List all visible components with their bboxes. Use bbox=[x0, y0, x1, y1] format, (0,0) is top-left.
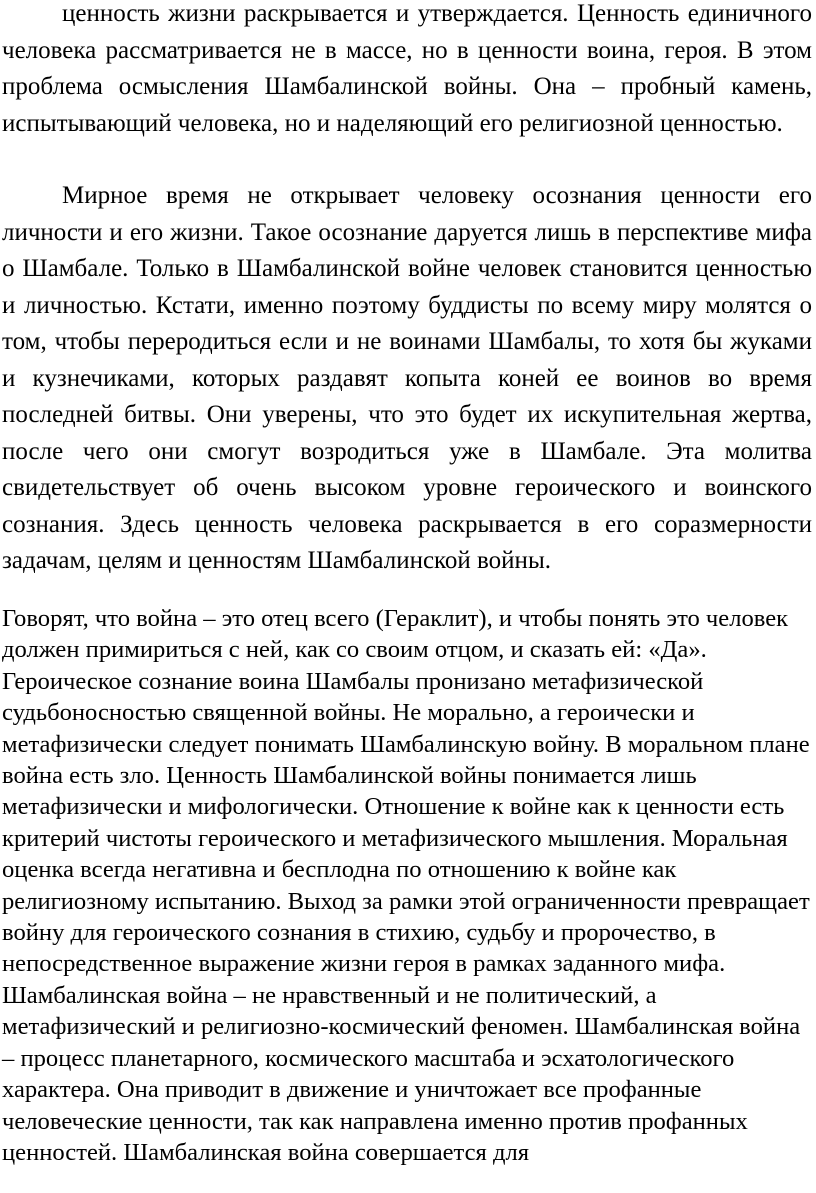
paragraph-1: ценность жизни раскрывается и утверждается. Ценность единичного человека рассматривается не в массе, но в ценности воина, героя. В этом проблема осмысления Шамбалинской войны. Она – пробный камень, испытывающий человека, но и наделяющий его религиозной ценностью. bbox=[2, 0, 812, 137]
paragraph-3: Говорят, что война – это отец всего (Гераклит), и чтобы понять это человек должен примириться с ней, как со своим отцом, и сказать ей: «Да». Героическое сознание воина Шамбалы пронизано метафизической судьбоносностью священной войны. Не морально, а героически и метафизически следует понимать Шамбалинскую войну. В моральном плане война есть зло. Ценность Шамбалинской войны понимается лишь метафизически и мифологически. Отношение к войне как к ценности есть критерий чистоты героического и метафизического мышления. Моральная оценка всегда негативна и бесплодна по отношению к войне как религиозному испытанию. Выход за рамки этой ограниченности превращает войну для героического сознания в стихию, судьбу и пророчество, в непосредственное выражение жизни героя в рамках заданного мифа. Шамбалинская война – не нравственный и не политический, а метафизический и религиозно-космический феномен. Шамбалинская война – процесс планетарного, космического масштаба и эсхатологического характера. Она приводит в движение и уничтожает все профанные человеческие ценности, так как направлена именно против профанных ценностей. Шамбалинская война совершается для bbox=[2, 605, 810, 1166]
paragraph-2: Мирное время не открывает человеку осознания ценности его личности и его жизни. Такое осознание даруется лишь в перспективе мифа о Шамбале. Только в Шамбалинской войне человек становится ценностью и личностью. Кстати, именно поэтому буддисты по всему миру молятся о том, чтобы переродиться если и не воинами Шамбалы, то хотя бы жуками и кузнечиками, которых раздавят копыта коней ее воинов во время последней битвы. Они уверены, что это будет их искупительная жертва, после чего они смогут возродиться уже в Шамбале. Эта молитва свидетельствует об очень высоком уровне героического и воинского сознания. Здесь ценность человека раскрывается в его соразмерности задачам, целям и ценностям Шамбалинской войны. bbox=[2, 182, 812, 574]
